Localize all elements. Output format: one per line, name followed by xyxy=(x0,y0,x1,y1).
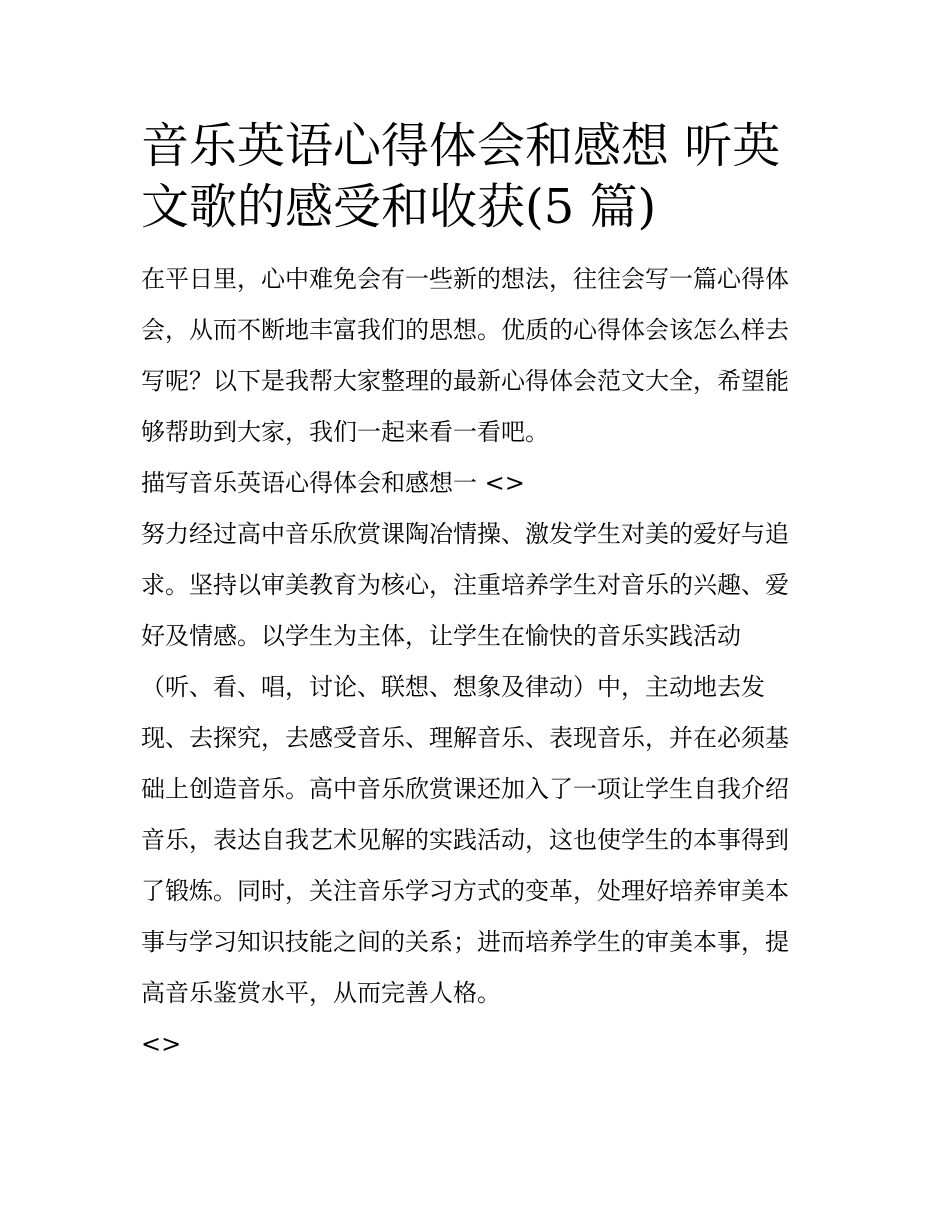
intro-paragraph xyxy=(141,254,817,458)
section-heading xyxy=(141,458,817,509)
trailing-marker xyxy=(141,1019,817,1070)
title-line-2: 文歌的感受和收获(5 篇) xyxy=(141,179,657,235)
trailing-marker-text: <> xyxy=(141,1030,182,1058)
section-line: 好及情感。以学生为主体，让学生在愉快的音乐实践活动 xyxy=(141,622,741,650)
section-line: 础上创造音乐。高中音乐欣赏课还加入了一项让学生自我介绍 xyxy=(141,775,789,803)
section-line: 高音乐鉴赏水平，从而完善人格。 xyxy=(141,979,501,1007)
section-line: 事与学习知识技能之间的关系；进而培养学生的审美本事，提 xyxy=(141,928,789,956)
intro-line: 在平日里，心中难免会有一些新的想法，往往会写一篇心得体 xyxy=(141,265,789,293)
intro-line: 写呢？以下是我帮大家整理的最新心得体会范文大全，希望能 xyxy=(141,367,789,395)
document-title xyxy=(141,116,817,238)
section-line: 音乐，表达自我艺术见解的实践活动，这也使学生的本事得到 xyxy=(141,826,789,854)
section-line: 求。坚持以审美教育为核心，注重培养学生对音乐的兴趣、爱 xyxy=(141,571,789,599)
section-paragraph xyxy=(141,509,817,1019)
section-heading-text: 描写音乐英语心得体会和感想一 <> xyxy=(141,469,525,497)
intro-line: 够帮助到大家，我们一起来看一看吧。 xyxy=(141,418,549,446)
document-content xyxy=(141,116,817,1070)
section-line: （听、看、唱，讨论、联想、想象及律动）中，主动地去发 xyxy=(141,673,765,701)
intro-line: 会，从而不断地丰富我们的思想。优质的心得体会该怎么样去 xyxy=(141,316,789,344)
section-line: 努力经过高中音乐欣赏课陶冶情操、激发学生对美的爱好与追 xyxy=(141,520,789,548)
section-line: 了锻炼。同时，关注音乐学习方式的变革，处理好培养审美本 xyxy=(141,877,789,905)
section-line: 现、去探究，去感受音乐、理解音乐、表现音乐，并在必须基 xyxy=(141,724,789,752)
title-line-1: 音乐英语心得体会和感想 听英 xyxy=(141,118,781,174)
